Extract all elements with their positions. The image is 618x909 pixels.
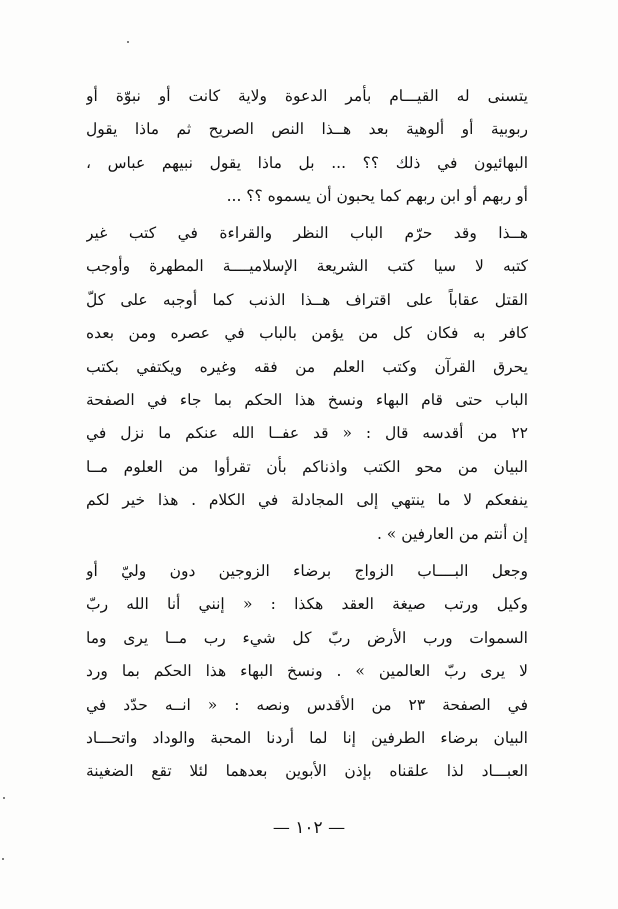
text-line: العبـــاد لذا علقناه بإذن الأبوين بعدهما لئلا تقع الضغينة — [86, 762, 528, 781]
paragraph-1 — [86, 80, 528, 214]
text-line: القتل عقاباً على اقتراف هــذا الذنب كما أوجبه على كلّ — [86, 290, 528, 309]
page-number: — ١٠٢ — — [272, 818, 346, 838]
text-line: ينفعكم لا ما ينتهي إلى المجادلة في الكلام . هذا خير لكم — [86, 491, 528, 510]
text-line: إن أنتم من العارفين » . — [376, 524, 528, 543]
text-line: السموات ورب الأرض ربّ كل شيء رب مــا يرى وما — [86, 628, 528, 647]
scan-speck — [2, 858, 4, 860]
paragraph-3 — [86, 555, 528, 789]
text-line: وجعل البــــاب الزواج برضاء الزوجين دون وليّ أو — [86, 562, 528, 580]
text-line: كتبه لا سيا كتب الشريعة الإسلاميــــة المطهرة وأوجب — [86, 257, 528, 276]
text-line: وكيل ورتب صيغة العقد هكذا : « إنني أنا الله ربّ — [86, 595, 528, 614]
text-line: أو ربهم أو ابن ربهم كما يحبون أن يسموه ؟؟ ... — [226, 187, 528, 206]
text-line: ٢٢ من أقدسه قال : « قد عفــا الله عنكم ما نزل في — [86, 424, 528, 443]
scan-speck — [127, 41, 129, 43]
text-line: لا يرى ربّ العالمين » . ونسخ البهاء هذا الحكم بما ورد — [86, 662, 528, 681]
text-line: ربوبية أو ألوهية بعد هــذا النص الصريح ثم ماذا يقول — [86, 120, 528, 139]
text-line: البيان من محو الكتب واذناكم بأن تقرأوا من العلوم مــا — [86, 457, 528, 476]
paragraph-2 — [86, 217, 528, 551]
text-line: الباب حتى قام البهاء ونسخ هذا الحكم بما جاء في الصفحة — [86, 390, 528, 409]
text-line: كافر به فكان كل من يؤمن بالباب في عصره ومن بعده — [86, 324, 528, 343]
text-line: هــذا وقد حرّم الباب النظر والقراءة في كتب غير — [86, 224, 528, 242]
text-line: في الصفحة ٢٣ من الأقدس ونصه : « انــه حدّد في — [86, 695, 528, 714]
text-line: البيان برضاء الطرفين إنا لما أردنا المحبة والوداد واتحـــاد — [86, 728, 528, 747]
text-line: يتسنى له القيـــام بأمر الدعوة ولاية كانت أو نبوّة أو — [86, 87, 528, 105]
text-line: يحرق القرآن وكتب العلم من فقه وغيره ويكتفي بكتب — [86, 357, 528, 376]
scan-speck — [3, 797, 5, 799]
text-line: البهائيون في ذلك ؟؟ ... بل ماذا يقول نبيهم عباس ، — [86, 153, 528, 172]
